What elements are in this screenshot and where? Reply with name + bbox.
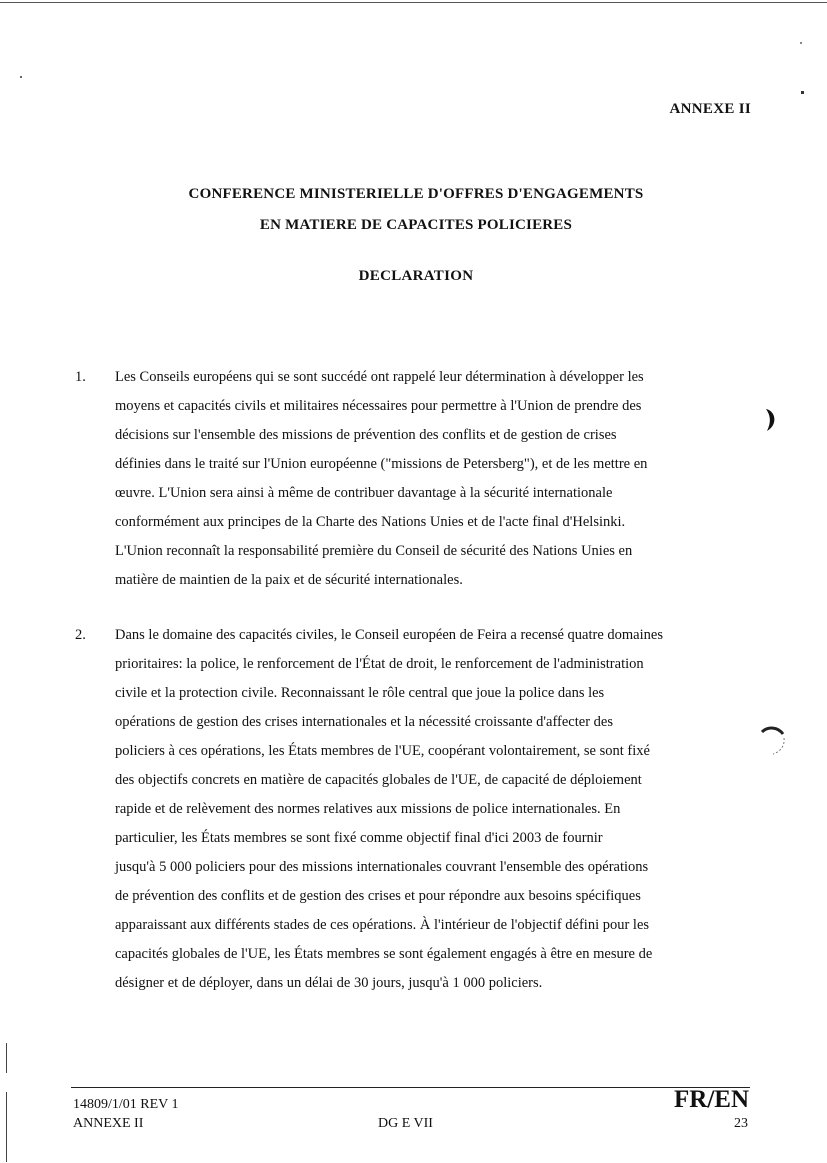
text-line: jusqu'à 5 000 policiers pour des missions internationales couvrant l'ensemble des opérations xyxy=(115,859,649,875)
annex-header: ANNEXE II xyxy=(669,101,751,117)
text-line: moyens et capacités civils et militaires nécessaires pour permettre à l'Union de prendre des xyxy=(115,398,642,414)
text-line: rapide et de relèvement des normes relatives aux missions de police internationales. En xyxy=(115,801,621,817)
top-edge-rule xyxy=(0,2,827,3)
scan-speck xyxy=(800,42,802,44)
text-line: capacités globales de l'UE, les États membres se sont également engagés à être en mesure de xyxy=(115,946,653,962)
text-line: L'Union reconnaît la responsabilité première du Conseil de sécurité des Nations Unies en xyxy=(115,543,633,559)
footer-rule xyxy=(71,1087,750,1088)
text-line: prioritaires: la police, le renforcement de l'État de droit, le renforcement de l'administration xyxy=(115,656,644,672)
text-line: Les Conseils européens qui se sont succédé ont rappelé leur détermination à développer les xyxy=(115,369,644,385)
text-line: Dans le domaine des capacités civiles, le Conseil européen de Feira a recensé quatre domaines xyxy=(115,627,663,643)
footer-annex: ANNEXE II xyxy=(73,1116,144,1131)
text-line: désigner et de déployer, dans un délai de 30 jours, jusqu'à 1 000 policiers. xyxy=(115,975,543,991)
text-line: matière de maintien de la paix et de sécurité internationales. xyxy=(115,572,463,588)
text-line: apparaissant aux différents stades de ces opérations. À l'intérieur de l'objectif défini pour les xyxy=(115,917,650,933)
text-line: conformément aux principes de la Charte des Nations Unies et de l'acte final d'Helsinki. xyxy=(115,514,626,530)
scan-speck xyxy=(20,76,22,78)
left-margin-mark-lower xyxy=(6,1092,7,1162)
left-margin-mark-upper xyxy=(6,1043,7,1073)
text-line: policiers à ces opérations, les États membres de l'UE, coopérant volontairement, se sont fixé xyxy=(115,743,650,759)
text-line: civile et la protection civile. Reconnaissant le rôle central que joue la police dans les xyxy=(115,685,605,701)
text-line: des objectifs concrets en matière de capacités globales de l'UE, de capacité de déploiement xyxy=(115,772,642,788)
paragraph-text xyxy=(115,621,755,998)
title-line-1: CONFERENCE MINISTERIELLE D'OFFRES D'ENGAGEMENTS xyxy=(188,186,644,202)
title-line-2: EN MATIERE DE CAPACITES POLICIERES xyxy=(259,217,573,233)
paragraph-text xyxy=(115,363,755,595)
footer-document-reference: 14809/1/01 REV 1 xyxy=(73,1097,179,1112)
footer-directorate: DG E VII xyxy=(378,1116,433,1131)
punch-hole-mark-upper xyxy=(760,405,784,435)
paragraph-number: 1. xyxy=(75,369,86,385)
text-line: œuvre. L'Union sera ainsi à même de contribuer davantage à la sécurité internationale xyxy=(115,485,613,501)
punch-hole-mark-lower xyxy=(758,722,788,762)
text-line: de prévention des conflits et de gestion des crises et pour répondre aux besoins spécifiques xyxy=(115,888,641,904)
paragraph-number: 2. xyxy=(75,627,86,643)
scan-speck xyxy=(801,91,804,94)
declaration-heading: DECLARATION xyxy=(358,268,474,284)
document-title xyxy=(0,179,827,241)
footer-page-number: 23 xyxy=(734,1116,748,1131)
text-line: décisions sur l'ensemble des missions de prévention des conflits et de gestion de crises xyxy=(115,427,617,443)
text-line: particulier, les États membres se sont fixé comme objectif final d'ici 2003 de fournir xyxy=(115,830,603,846)
footer-language-code: FR/EN xyxy=(674,1086,749,1113)
text-line: opérations de gestion des crises internationales et la nécessité croissante d'affecter des xyxy=(115,714,613,730)
text-line: définies dans le traité sur l'Union européenne ("missions de Petersberg"), et de les mettre en xyxy=(115,456,648,472)
